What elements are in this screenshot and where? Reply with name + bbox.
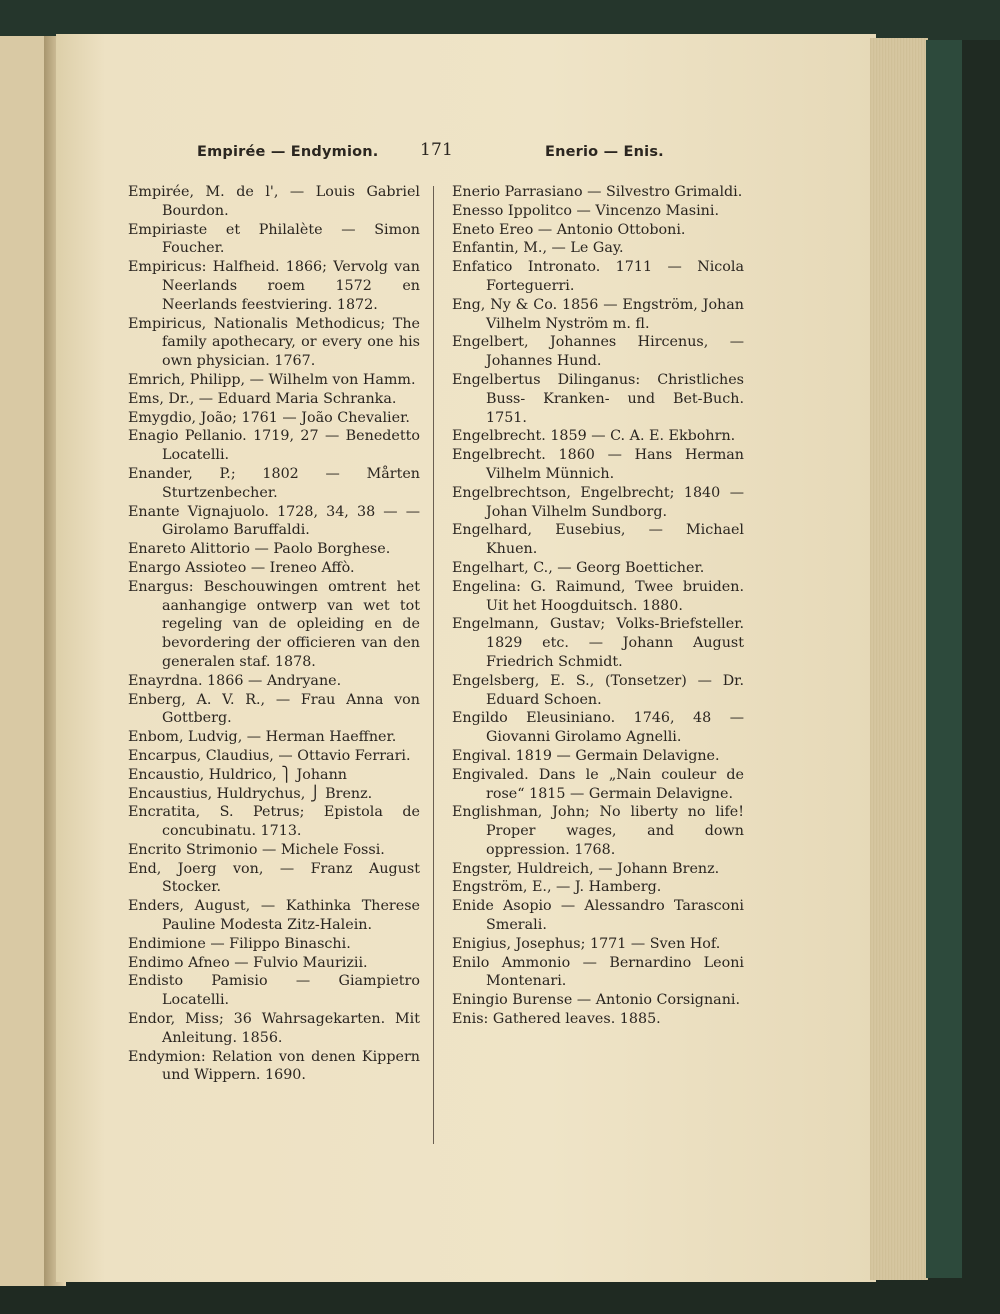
list-item: Empiricus: Halfheid. 1866; Vervolg van Neerlands roem 1572 en Neerlands feestviering. 1872. [128,259,420,313]
list-item: Emrich, Philipp, — Wilhelm von Hamm. [128,371,416,388]
right-column [452,183,744,1029]
list-item: Engelsberg, E. S., (Tonsetzer) — Dr. Eduard Schoen. [452,672,744,708]
list-item: Encarpus, Claudius, — Ottavio Ferrari. [128,747,411,764]
page-number: 171 [420,140,454,160]
left-column [128,183,420,1085]
list-item: Engelbrecht. 1859 — C. A. E. Ekbohrn. [452,428,736,445]
list-item: Engelbert, Johannes Hircenus, — Johannes Hund. [452,334,744,370]
list-item: Eng, Ny & Co. 1856 — Engström, Johan Vilhelm Nyström m. fl. [452,296,744,332]
list-item: Engelhard, Eusebius, — Michael Khuen. [452,522,744,558]
list-item: Enigius, Josephus; 1771 — Sven Hof. [452,935,721,952]
list-item: Enargus: Beschouwingen omtrent het aanhangige ontwerp van wet tot regeling van de opleiding en de bevordering der officieren van den generalen staf. 1878. [128,578,420,670]
list-item: Encratita, S. Petrus; Epistola de concubinatu. 1713. [128,804,420,840]
list-item: Engelina: G. Raimund, Twee bruiden. Uit het Hoogduitsch. 1880. [452,578,744,614]
list-item: Engelbrecht. 1860 — Hans Herman Vilhelm Münnich. [452,447,744,482]
list-item: Enagio Pellanio. 1719, 27 — Benedetto Locatelli. [128,428,420,464]
list-item: Enberg, A. V. R., — Frau Anna von Gottberg. [128,691,420,727]
list-item: Enders, August, — Kathinka Therese Pauline Modesta Zitz-Halein. [128,898,420,934]
list-item: Enbom, Ludvig, — Herman Haeffner. [128,729,397,746]
list-item: Encrito Strimonio — Michele Fossi. [128,841,385,858]
list-item: Endor, Miss; 36 Wahrsagekarten. Mit Anleitung. 1856. [128,1011,420,1046]
list-item: Endimo Afneo — Fulvio Maurizii. [128,954,368,971]
list-item: Enerio Parrasiano — Silvestro Grimaldi. [452,184,743,200]
list-item: Engildo Eleusiniano. 1746, 48 — Giovanni Girolamo Agnelli. [452,710,744,746]
list-item: Empirée, M. de l', — Louis Gabriel Bourdon. [128,184,420,219]
list-item: Enareto Alittorio — Paolo Borghese. [128,541,391,558]
list-item: Endimione — Filippo Binaschi. [128,935,351,952]
list-item: Enide Asopio — Alessandro Tarasconi Smerali. [452,898,744,934]
list-item: Ems, Dr., — Eduard Maria Schranka. [128,390,397,407]
page-fore-edge [870,38,928,1280]
list-item: Enesso Ippolitco — Vincenzo Masini. [452,202,719,219]
list-item: Encaustio, Huldrico, ⎫ Johann [128,766,347,783]
running-head-left: Empirée — Endymion. [197,144,379,160]
list-item: Endymion: Relation von denen Kippern und Wippern. 1690. [128,1048,420,1084]
list-item: Empiricus, Nationalis Methodicus; The family apothecary, or every one his own physician. 1767. [128,315,420,370]
list-item: Enis: Gathered leaves. 1885. [452,1011,661,1028]
list-item: End, Joerg von, — Franz August Stocker. [128,860,420,896]
list-item: Englishman, John; No liberty no life! Proper wages, and down oppression. 1768. [452,804,744,858]
list-item: Enfantin, M., — Le Gay. [452,240,624,257]
list-item: Engelmann, Gustav; Volks-Briefsteller. 1829 etc. — Johann August Friedrich Schmidt. [452,616,744,670]
list-item: Enfatico Intronato. 1711 — Nicola Forteguerri. [452,259,744,294]
list-item: Eneto Ereo — Antonio Ottoboni. [452,221,686,238]
list-item: Engelhart, C., — Georg Boetticher. [452,559,705,576]
list-item: Engival. 1819 — Germain Delavigne. [452,747,720,764]
list-item: Enante Vignajuolo. 1728, 34, 38 — — Girolamo Baruffaldi. [128,503,420,539]
list-item: Empiriaste et Philalète — Simon Foucher. [128,221,420,257]
book-cover-edge [926,40,962,1278]
list-item: Engelbrechtson, Engelbrecht; 1840 — Johan Vilhelm Sundborg. [452,484,744,520]
list-item: Emygdio, João; 1761 — João Chevalier. [128,409,410,426]
list-item: Enander, P.; 1802 — Mårten Sturtzenbecher. [128,465,420,501]
list-item: Engster, Huldreich, — Johann Brenz. [452,860,720,877]
column-divider [433,186,434,1144]
list-item: Engelbertus Dilinganus: Christliches Buss- Kranken- und Bet-Buch. 1751. [452,371,744,426]
list-item: Encaustius, Huldrychus, ⎭ Brenz. [128,785,373,802]
list-item: Enargo Assioteo — Ireneo Affò. [128,559,355,576]
list-item: Enayrdna. 1866 — Andryane. [128,672,342,689]
list-item: Endisto Pamisio — Giampietro Locatelli. [128,973,420,1009]
running-head-right: Enerio — Enis. [545,144,664,160]
list-item: Engivaled. Dans le „Nain couleur de rose“ 1815 — Germain Delavigne. [452,766,744,802]
list-item: Eningio Burense — Antonio Corsignani. [452,992,741,1009]
list-item: Enilo Ammonio — Bernardino Leoni Montenari. [452,954,744,990]
list-item: Engström, E., — J. Hamberg. [452,879,662,896]
